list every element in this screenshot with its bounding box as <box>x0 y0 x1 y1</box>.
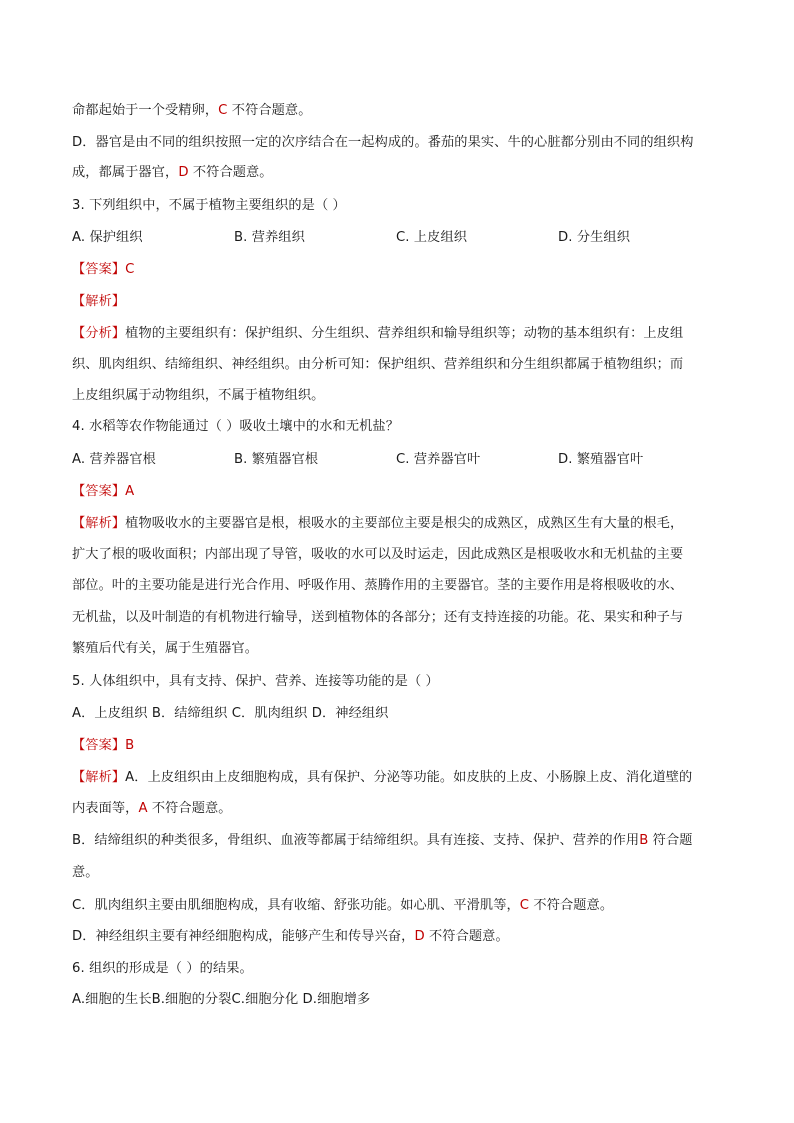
explanation-line: 无机盐，以及叶制造的有机物进行输导，送到植物体的各部分；还有支持连接的功能。花、果实和种子与 <box>72 610 684 625</box>
text-line <box>72 134 693 152</box>
option-letter: B <box>639 833 649 848</box>
option-d: D. 繁殖器官叶 <box>558 452 644 467</box>
question-6-options: A.细胞的生长B.细胞的分裂C.细胞分化 D.细胞增多 <box>72 992 371 1007</box>
answer-value: C <box>125 262 135 277</box>
text-fragment: 不符合题意。 <box>147 801 232 816</box>
explanation-line <box>72 928 509 946</box>
question-6: 6. 组织的形成是（ ）的结果。 <box>72 961 253 976</box>
analysis-line: 上皮组织属于动物组织，不属于植物组织。 <box>72 388 325 403</box>
answer-5 <box>72 737 134 755</box>
question-4-options <box>72 451 732 469</box>
option-c: C. 上皮组织 <box>396 230 468 245</box>
answer-value: A <box>125 484 135 499</box>
option-c: C. 营养器官叶 <box>396 452 481 467</box>
question-5-options: A．上皮组织 B．结缔组织 C．肌肉组织 D．神经组织 <box>72 706 389 721</box>
question-4: 4. 水稻等农作物能通过（ ）吸收土壤中的水和无机盐？ <box>72 419 399 434</box>
explanation-line: 扩大了根的吸收面积；内部出现了导管，吸收的水可以及时运走，因此成熟区是根吸收水和无机盐的主要 <box>72 547 684 562</box>
text-fragment: 植物的主要组织有：保护组织、分生组织、营养组织和输导组织等；动物的基本组织有：上皮组 <box>125 326 684 341</box>
answer-label: 【答案】 <box>72 738 126 753</box>
explanation-line <box>72 800 232 818</box>
text-line <box>72 164 273 182</box>
text-line <box>72 102 312 120</box>
text-fragment: D．器官是由不同的组织按照一定的次序结合在一起构成的。番茄的果实、牛的心脏都分别由不同的组织构 <box>72 135 694 150</box>
explanation-line <box>72 897 613 915</box>
answer-label: 【答案】 <box>72 262 126 277</box>
text-fragment: 不符合题意。 <box>424 929 509 944</box>
text-fragment: B．结缔组织的种类很多，骨组织、血液等都属于结缔组织。具有连接、支持、保护、营养的作用 <box>72 833 640 848</box>
text-fragment: 不符合题意。 <box>227 103 312 118</box>
option-b: B. 繁殖器官根 <box>234 452 319 467</box>
text-fragment: 命都起始于一个受精卵， <box>72 103 219 118</box>
option-a: A. 保护组织 <box>72 230 143 245</box>
answer-label: 【答案】 <box>72 484 126 499</box>
text-fragment: C．肌肉组织主要由肌细胞构成，具有收缩、舒张功能。如心肌、平滑肌等， <box>72 898 520 913</box>
option-letter: A <box>138 801 148 816</box>
option-letter: D <box>414 929 425 944</box>
explanation-label-3: 【解析】 <box>72 294 126 309</box>
explanation-line: 意。 <box>72 865 99 880</box>
question-3-options <box>72 229 732 247</box>
explanation-tag: 【解析】 <box>72 516 126 531</box>
text-fragment: 内表面等， <box>72 801 139 816</box>
question-5: 5. 人体组织中，具有支持、保护、营养、连接等功能的是（ ） <box>72 674 439 689</box>
option-d: D. 分生组织 <box>558 230 630 245</box>
explanation-line <box>72 769 692 787</box>
explanation-line <box>72 515 683 533</box>
explanation-line: 部位。叶的主要功能是进行光合作用、呼吸作用、蒸腾作用的主要器官。茎的主要作用是将根吸收的水、 <box>72 578 684 593</box>
explanation-line: 繁殖后代有关，属于生殖器官。 <box>72 641 259 656</box>
explanation-line <box>72 832 693 850</box>
option-letter: C <box>218 103 228 118</box>
analysis-line: 织、肌肉组织、结缔组织、神经组织。由分析可知：保护组织、营养组织和分生组织都属于植物组织；而 <box>72 357 684 372</box>
text-fragment: 成，都属于器官， <box>72 165 179 180</box>
option-b: B. 营养组织 <box>234 230 305 245</box>
option-letter: C <box>519 898 530 913</box>
option-a: A. 营养器官根 <box>72 452 156 467</box>
text-fragment: A．上皮组织由上皮细胞构成，具有保护、分泌等功能。如皮肤的上皮、小肠腺上皮、消化道壁的 <box>125 770 693 785</box>
text-fragment: 不符合题意。 <box>529 898 614 913</box>
explanation-tag: 【解析】 <box>72 770 126 785</box>
answer-value: B <box>125 738 135 753</box>
answer-4 <box>72 483 134 501</box>
text-fragment: 不符合题意。 <box>188 165 273 180</box>
question-3: 3. 下列组织中，不属于植物主要组织的是（ ） <box>72 198 346 213</box>
text-fragment: D．神经组织主要有神经细胞构成，能够产生和传导兴奋， <box>72 929 415 944</box>
text-fragment: 植物吸收水的主要器官是根，根吸水的主要部位主要是根尖的成熟区，成熟区生有大量的根毛， <box>125 516 684 531</box>
analysis-line <box>72 325 683 343</box>
option-letter: D <box>178 165 189 180</box>
answer-3 <box>72 261 134 279</box>
text-fragment: 符合题 <box>648 833 693 848</box>
analysis-tag: 【分析】 <box>72 326 126 341</box>
